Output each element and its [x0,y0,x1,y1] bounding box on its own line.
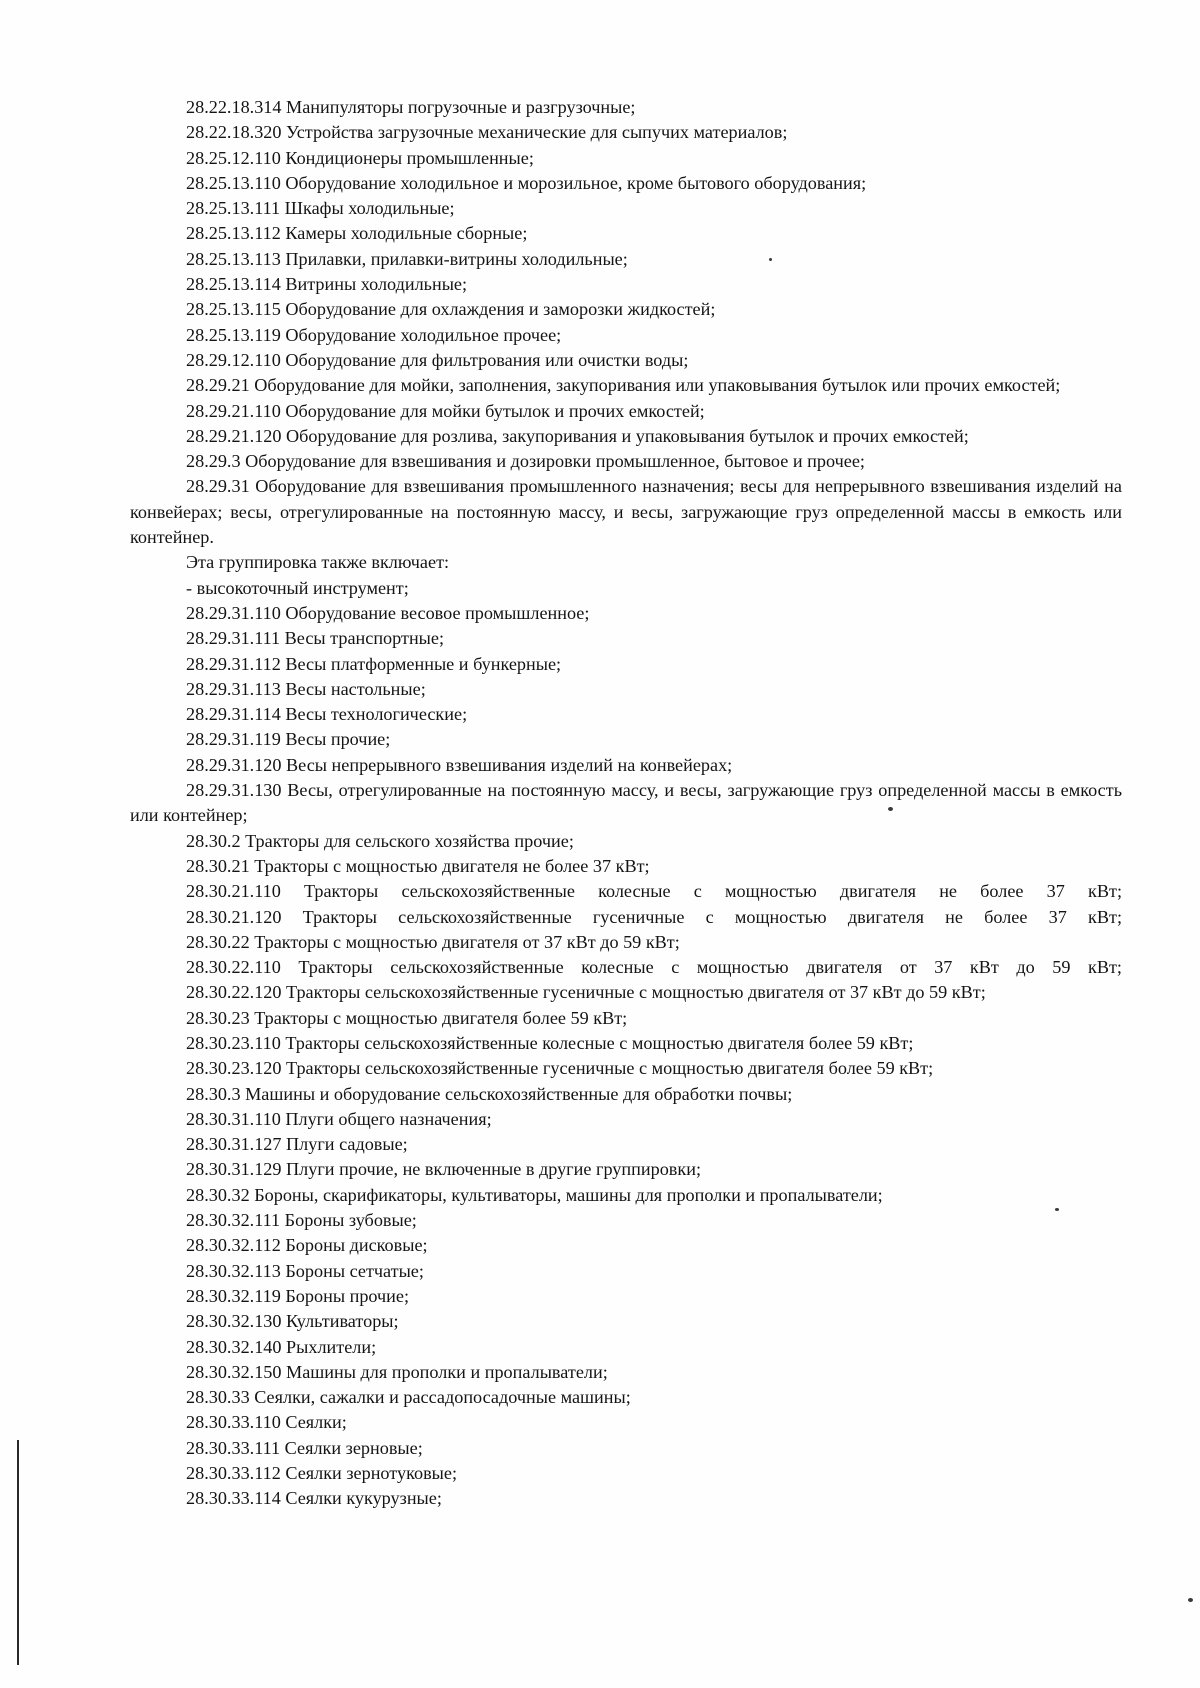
document-paragraph: 28.22.18.314 Манипуляторы погрузочные и разгрузочные; [186,97,636,117]
document-paragraph: 28.30.22 Тракторы с мощностью двигателя от 37 кВт до 59 кВт; [186,931,680,952]
document-paragraph: 28.25.13.110 Оборудование холодильное и морозильное, кроме бытового оборудования; [186,172,867,193]
document-paragraph: 28.30.21 Тракторы с мощностью двигателя не более 37 кВт; [186,855,650,876]
document-paragraph: 28.30.32.140 Рыхлители; [186,1336,377,1357]
document-paragraph: 28.29.12.110 Оборудование для фильтрования или очистки воды; [186,349,689,370]
document-paragraph: 28.30.32.119 Бороны прочие; [186,1285,410,1306]
document-paragraph: 28.29.3 Оборудование для взвешивания и дозировки промышленное, бытовое и прочее; [186,451,865,472]
document-paragraph: 28.29.21.120 Оборудование для розлива, закупоривания и упаковывания бутылок и прочих емкостей; [186,425,969,446]
document-paragraph: 28.25.13.112 Камеры холодильные сборные; [186,223,528,244]
scan-speck [769,258,772,261]
document-paragraph: - высокоточный инструмент; [186,577,409,598]
document-paragraph: 28.29.31.111 Весы транспортные; [186,628,445,649]
document-paragraph: 28.29.31.112 Весы платформенные и бункерные; [186,653,562,674]
document-paragraph: 28.22.18.320 Устройства загрузочные механические для сыпучих материалов; [186,122,788,143]
document-paragraph: 28.29.31.110 Оборудование весовое промышленное; [186,602,590,623]
document-paragraph: 28.30.2 Тракторы для сельского хозяйства прочие; [186,830,574,851]
document-paragraph: Эта группировка также включает: [186,552,450,573]
document-paragraph: 28.25.13.113 Прилавки, прилавки-витрины холодильные; [186,248,628,269]
document-paragraph: 28.29.21.110 Оборудование для мойки бутылок и прочих емкостей; [186,400,705,421]
document-paragraph: 28.29.31.119 Весы прочие; [186,729,391,750]
scan-speck [1055,1208,1059,1211]
document-paragraph: 28.30.22.110 Тракторы сельскохозяйственные колесные с мощностью двигателя от 37 кВт до 59 кВт; [186,957,1122,978]
document-paragraph: 28.25.13.111 Шкафы холодильные; [186,198,455,219]
document-paragraph: 28.30.21.120 Тракторы сельскохозяйственные гусеничные с мощностью двигателя не более 37 кВт; [186,906,1122,927]
document-paragraph: 28.29.31.114 Весы технологические; [186,704,468,725]
document-paragraph: 28.30.33.112 Сеялки зернотуковые; [186,1463,458,1484]
document-paragraph: 28.30.31.129 Плуги прочие, не включенные в другие группировки; [186,1159,701,1180]
binding-edge-mark [17,1440,19,1665]
document-paragraph: 28.25.13.119 Оборудование холодильное прочее; [186,324,562,345]
document-paragraph: 28.30.33.111 Сеялки зерновые; [186,1437,423,1458]
scan-speck [888,807,893,811]
document-paragraph: 28.29.21 Оборудование для мойки, заполнения, закупоривания или упаковывания бутылок или прочих емкостей; [186,375,1061,396]
document-paragraph: 28.30.33 Сеялки, сажалки и рассадопосадочные машины; [186,1387,631,1408]
document-paragraph: 28.29.31.120 Весы непрерывного взвешивания изделий на конвейерах; [186,754,733,775]
document-paragraph: 28.30.32.130 Культиваторы; [186,1311,399,1332]
document-paragraph: 28.30.23 Тракторы с мощностью двигателя более 59 кВт; [186,1007,628,1028]
document-paragraph: 28.30.23.120 Тракторы сельскохозяйственные гусеничные с мощностью двигателя более 59 кВт; [186,1058,934,1079]
document-paragraph: 28.30.32.113 Бороны сетчатые; [186,1260,424,1281]
scan-speck [1188,1598,1193,1602]
document-paragraph: 28.25.13.115 Оборудование для охлаждения и заморозки жидкостей; [186,299,716,320]
document-paragraph: 28.30.21.110 Тракторы сельскохозяйственные колесные с мощностью двигателя не более 37 кВт; [186,881,1122,902]
document-paragraph: 28.29.31.130 Весы, отрегулированные на постоянную массу, и весы, загружающие груз определенной массы в емкость или контейнер; [130,780,1122,826]
document-paragraph: 28.25.13.114 Витрины холодильные; [186,274,468,295]
document-paragraph: 28.30.23.110 Тракторы сельскохозяйственные колесные с мощностью двигателя более 59 кВт; [186,1032,914,1053]
document-body [130,95,1122,1512]
document-paragraph: 28.30.32.150 Машины для прополки и пропалыватели; [186,1361,608,1382]
document-paragraph: 28.30.33.114 Сеялки кукурузные; [186,1488,442,1509]
document-paragraph: 28.30.31.110 Плуги общего назначения; [186,1108,492,1129]
document-paragraph: 28.25.12.110 Кондиционеры промышленные; [186,147,534,168]
document-paragraph: 28.29.31.113 Весы настольные; [186,678,426,699]
document-paragraph: 28.30.22.120 Тракторы сельскохозяйственные гусеничные с мощностью двигателя от 37 кВт до 59 кВт; [186,982,986,1003]
document-paragraph: 28.30.31.127 Плуги садовые; [186,1134,408,1155]
document-paragraph: 28.30.3 Машины и оборудование сельскохозяйственные для обработки почвы; [186,1083,793,1104]
document-paragraph: 28.29.31 Оборудование для взвешивания промышленного назначения; весы для непрерывного взвешивания изделий на конвейерах; весы, отрегулированные на постоянную массу, и весы, загружающие груз определенной массы в емкость или контейнер. [130,476,1122,548]
document-paragraph: 28.30.32 Бороны, скарификаторы, культиваторы, машины для прополки и пропалыватели; [186,1184,883,1205]
document-paragraph: 28.30.32.111 Бороны зубовые; [186,1210,417,1231]
document-paragraph: 28.30.32.112 Бороны дисковые; [186,1235,428,1256]
document-paragraph: 28.30.33.110 Сеялки; [186,1412,347,1433]
